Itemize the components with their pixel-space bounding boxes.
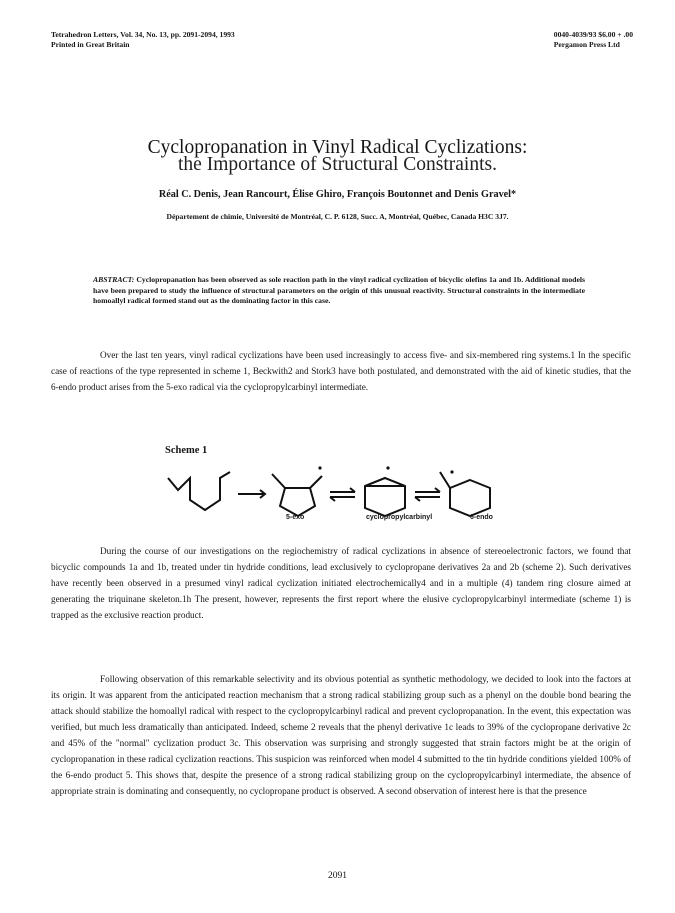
scheme-title: Scheme 1 — [165, 445, 208, 456]
publisher-header — [554, 30, 633, 50]
five-membered-ring — [280, 488, 315, 516]
page-number: 2091 — [328, 871, 347, 881]
label-6-endo: 6-endo — [470, 514, 493, 521]
affiliation: Département de chimie, Université de Montréal, C. P. 6128, Succ. A, Montréal, Québec, Canada H3C 3J7. — [166, 212, 509, 221]
label-cyclopropylcarbinyl: cyclopropylcarbinyl — [366, 514, 433, 521]
paper-subtitle: the Importance of Structural Constraints. — [178, 154, 497, 175]
paragraph-following: Following observation of this remarkable selectivity and its obvious potential as synthetic methodology, we decided to look into the factors at its origin. It was apparent from the anticipated reaction mechanism that a strong radical stabilizing group such as a phenyl on the double bond bearing the attack should stabilize the homoallyl radical with respect to the cyclopropylcarbinyl radical and prevent cyclopropanation. In the event, this expectation was verified, but much less dramatically than anticipated. Indeed, scheme 2 reveals that the phenyl derivative 1c leads to 39% of the cyclopropane derivative 2c and 45% of the "normal" cyclization product 3c. This observation was surprising and strongly suggested that strain factors might be at the origin of cyclopropanation in these radical cyclization reactions. This suspicion was reinforced when model 4 submitted to the tin hydride conditions yielded 100% of the 6-endo product 5. This shows that, despite the presence of a strong radical stabilizing group on the cyclopropylcarbinyl intermediate, the absence of appropriate strain is dominating and consequently, no cyclopropane product is observed. A second observation of interest here is that the presence — [51, 674, 631, 796]
paragraph-intro: Over the last ten years, vinyl radical cyclizations have been used increasingly to access five- and six-membered ring systems.1 In the specific case of reactions of the type represented in scheme 1, Beckwith2 and Stork3 have both postulated, and demonstrated with the aid of kinetic studies, that the 6-endo product arises from the 5-exo radical via the cyclopropylcarbinyl intermediate. — [51, 350, 631, 392]
journal-header — [51, 30, 235, 50]
abstract-text: Cyclopropanation has been observed as sole reaction path in the vinyl radical cyclization of bicyclic olefins 1a and 1b. Additional models have been prepared to study the influence of structural parameters on the origin of this unusual reactivity. Structural constraints in the intermediate homoallyl radical formed stand out as the dominating factor in this case. — [93, 275, 585, 306]
abstract — [93, 275, 585, 307]
journal-citation: Tetrahedron Letters, Vol. 34, No. 13, pp. 2091-2094, 1993 — [51, 30, 235, 39]
author-list: Réal C. Denis, Jean Rancourt, Élise Ghiro, François Boutonnet and Denis Gravel* — [158, 189, 517, 200]
printed-note: Printed in Great Britain — [51, 40, 130, 49]
open-chain-diene — [168, 472, 230, 510]
cyclohexene-ring — [450, 480, 490, 516]
paper-title: Cyclopropanation in Vinyl Radical Cyclizations: — [147, 137, 528, 158]
scheme-diagram — [160, 460, 540, 520]
publisher-name: Pergamon Press Ltd — [553, 40, 620, 49]
issn-price: 0040-4039/93 $6.00 + .00 — [553, 30, 633, 39]
label-5-exo: 5-exo — [286, 514, 305, 521]
abstract-label: ABSTRACT: — [93, 275, 135, 284]
paragraph-investigation: During the course of our investigations on the regiochemistry of radical cyclizations in absence of stereoelectronic factors, we found that bicyclic compounds 1a and 1b, treated under tin hydride conditions, lead exclusively to cyclopropane derivatives 2a and 2b (scheme 2). Such derivatives have recently been observed in a presumed vinyl radical cyclization initiated electrochemically4 and in a multiple (4) tandem ring closure aimed at generating the triquinane skeleton.1h The present, however, represents the first report where the elusive cyclopropylcarbinyl intermediate (scheme 1) is trapped as the exclusive reaction product. — [51, 546, 631, 620]
